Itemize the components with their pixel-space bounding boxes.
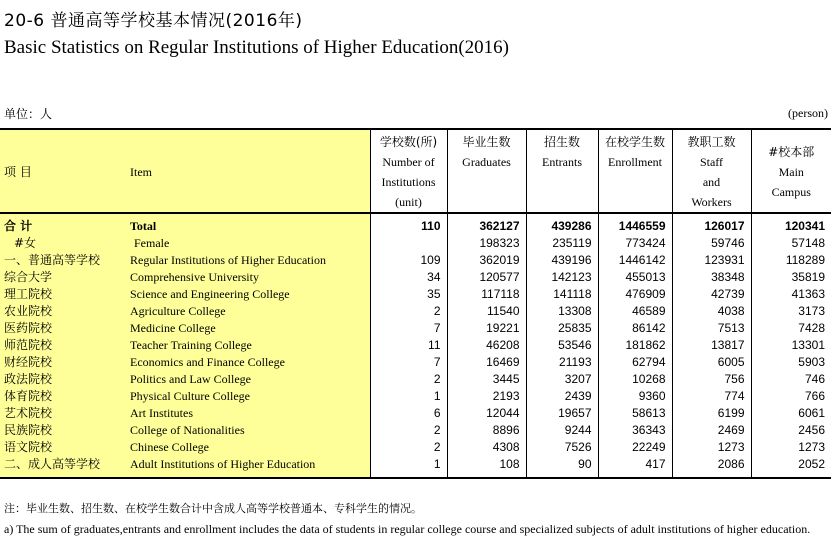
- cell-graduates: 108: [447, 456, 526, 478]
- cell-staff: 38348: [672, 269, 751, 286]
- cell-institutions: 2: [370, 371, 447, 388]
- header-graduates-en: Graduates: [462, 155, 511, 169]
- cell-graduates: 120577: [447, 269, 526, 286]
- row-label-cn: #女: [0, 235, 124, 252]
- row-label-cn: 二、成人高等学校: [0, 456, 124, 478]
- row-label-cn: 医药院校: [0, 320, 124, 337]
- table-row: [0, 320, 831, 337]
- cell-entrants: 9244: [526, 422, 598, 439]
- table-row: [0, 213, 831, 235]
- header-staff-cn: 教职工数: [687, 135, 736, 149]
- cell-enrollment: 46589: [598, 303, 672, 320]
- cell-enrollment: 417: [598, 456, 672, 478]
- row-label-en: Economics and Finance College: [124, 354, 370, 371]
- header-graduates: [447, 129, 526, 213]
- cell-institutions: 7: [370, 354, 447, 371]
- cell-enrollment: 10268: [598, 371, 672, 388]
- cell-entrants: 90: [526, 456, 598, 478]
- cell-staff: 6005: [672, 354, 751, 371]
- row-label-cn: 财经院校: [0, 354, 124, 371]
- row-label-cn: 语文院校: [0, 439, 124, 456]
- cell-graduates: 117118: [447, 286, 526, 303]
- row-label-en: Regular Institutions of Higher Education: [124, 252, 370, 269]
- cell-enrollment: 58613: [598, 405, 672, 422]
- header-entrants-cn: 招生数: [543, 135, 580, 149]
- cell-institutions: 1: [370, 456, 447, 478]
- header-institutions-en3: (unit): [395, 195, 422, 209]
- cell-staff: 13817: [672, 337, 751, 354]
- cell-entrants: 3207: [526, 371, 598, 388]
- cell-graduates: 46208: [447, 337, 526, 354]
- row-label-cn: 艺术院校: [0, 405, 124, 422]
- cell-campus: 5903: [751, 354, 831, 371]
- header-enrollment-cn: 在校学生数: [604, 135, 665, 149]
- row-label-en: Politics and Law College: [124, 371, 370, 388]
- row-label-cn: 一、普通高等学校: [0, 252, 124, 269]
- cell-campus: 118289: [751, 252, 831, 269]
- row-label-cn: 政法院校: [0, 371, 124, 388]
- cell-campus: 7428: [751, 320, 831, 337]
- table-row: [0, 388, 831, 405]
- row-label-cn: 理工院校: [0, 286, 124, 303]
- row-label-cn: 合 计: [0, 213, 124, 235]
- cell-institutions: 2: [370, 422, 447, 439]
- footnote-en: a) The sum of graduates,entrants and enrollment includes the data of students in regular college course and specialized subjects of adult institutions of higher education.: [4, 522, 811, 536]
- header-staff-en3: Workers: [691, 195, 732, 209]
- cell-enrollment: 773424: [598, 235, 672, 252]
- header-staff-en2: and: [702, 175, 721, 189]
- header-staff: [672, 129, 751, 213]
- table-row: [0, 337, 831, 354]
- row-label-en: Agriculture College: [124, 303, 370, 320]
- page-title-cn: 20-6 普通高等学校基本情况(2016年): [4, 11, 303, 31]
- cell-campus: 6061: [751, 405, 831, 422]
- cell-staff: 4038: [672, 303, 751, 320]
- row-label-en: Total: [124, 213, 370, 235]
- cell-staff: 1273: [672, 439, 751, 456]
- cell-entrants: 7526: [526, 439, 598, 456]
- header-graduates-cn: 毕业生数: [462, 135, 511, 149]
- row-label-en: Comprehensive University: [124, 269, 370, 286]
- cell-entrants: 235119: [526, 235, 598, 252]
- header-institutions-en2: Institutions: [381, 175, 436, 189]
- header-institutions-en1: Number of: [382, 155, 435, 169]
- header-main-campus-spacer: [754, 132, 830, 142]
- cell-staff: 756: [672, 371, 751, 388]
- header-institutions: [370, 129, 447, 213]
- cell-institutions: 7: [370, 320, 447, 337]
- header-main-campus: [751, 129, 831, 213]
- cell-staff: 2469: [672, 422, 751, 439]
- cell-enrollment: 36343: [598, 422, 672, 439]
- cell-staff: 59746: [672, 235, 751, 252]
- cell-enrollment: 476909: [598, 286, 672, 303]
- cell-institutions: 2: [370, 439, 447, 456]
- row-label-cn: 综合大学: [0, 269, 124, 286]
- cell-campus: 2052: [751, 456, 831, 478]
- row-label-en: Medicine College: [124, 320, 370, 337]
- header-main-campus-cn: #校本部: [768, 145, 815, 159]
- unit-label-en: (person): [788, 106, 828, 120]
- cell-entrants: 53546: [526, 337, 598, 354]
- cell-graduates: 3445: [447, 371, 526, 388]
- table-row: [0, 303, 831, 320]
- cell-entrants: 142123: [526, 269, 598, 286]
- header-entrants: [526, 129, 598, 213]
- table-row: [0, 286, 831, 303]
- cell-enrollment: 1446559: [598, 213, 672, 235]
- row-label-en: Chinese College: [124, 439, 370, 456]
- cell-entrants: 141118: [526, 286, 598, 303]
- cell-staff: 42739: [672, 286, 751, 303]
- cell-entrants: 21193: [526, 354, 598, 371]
- cell-campus: 41363: [751, 286, 831, 303]
- row-label-en: Teacher Training College: [124, 337, 370, 354]
- cell-institutions: 2: [370, 303, 447, 320]
- cell-staff: 126017: [672, 213, 751, 235]
- row-label-en: Art Institutes: [124, 405, 370, 422]
- page-title-en: Basic Statistics on Regular Institutions of Higher Education(2016): [4, 37, 510, 58]
- cell-campus: 120341: [751, 213, 831, 235]
- cell-institutions: 110: [370, 213, 447, 235]
- cell-institutions: 109: [370, 252, 447, 269]
- table-row: [0, 456, 831, 478]
- cell-enrollment: 86142: [598, 320, 672, 337]
- table-row: [0, 439, 831, 456]
- row-label-en: College of Nationalities: [124, 422, 370, 439]
- cell-graduates: 12044: [447, 405, 526, 422]
- cell-institutions: 34: [370, 269, 447, 286]
- cell-campus: 13301: [751, 337, 831, 354]
- footnote-cn: 注：毕业生数、招生数、在校学生数合计中含成人高等学校普通本、专科学生的情况。: [4, 502, 422, 515]
- table-row: [0, 405, 831, 422]
- row-label-en: Female: [124, 235, 370, 252]
- header-main-campus-en2: Campus: [771, 185, 811, 199]
- cell-institutions: 6: [370, 405, 447, 422]
- cell-staff: 2086: [672, 456, 751, 478]
- cell-campus: 3173: [751, 303, 831, 320]
- cell-enrollment: 455013: [598, 269, 672, 286]
- cell-institutions: 11: [370, 337, 447, 354]
- cell-entrants: 25835: [526, 320, 598, 337]
- cell-campus: 746: [751, 371, 831, 388]
- cell-staff: 123931: [672, 252, 751, 269]
- table-row: [0, 371, 831, 388]
- cell-campus: 1273: [751, 439, 831, 456]
- header-staff-en1: Staff: [699, 155, 724, 169]
- cell-campus: 2456: [751, 422, 831, 439]
- cell-graduates: 362127: [447, 213, 526, 235]
- table-header-row: [0, 129, 831, 213]
- cell-graduates: 19221: [447, 320, 526, 337]
- cell-entrants: 439286: [526, 213, 598, 235]
- cell-campus: 35819: [751, 269, 831, 286]
- cell-graduates: 4308: [447, 439, 526, 456]
- cell-campus: 57148: [751, 235, 831, 252]
- row-label-cn: 师范院校: [0, 337, 124, 354]
- header-item-en: Item: [124, 129, 370, 213]
- unit-label-cn: 单位：人: [4, 107, 53, 121]
- cell-graduates: 8896: [447, 422, 526, 439]
- header-institutions-cn: 学校数(所): [379, 135, 438, 149]
- cell-institutions: 1: [370, 388, 447, 405]
- cell-staff: 774: [672, 388, 751, 405]
- table-row: [0, 422, 831, 439]
- table-row: [0, 354, 831, 371]
- cell-institutions: [370, 235, 447, 252]
- cell-graduates: 11540: [447, 303, 526, 320]
- cell-graduates: 198323: [447, 235, 526, 252]
- row-label-en: Physical Culture College: [124, 388, 370, 405]
- table-body: [0, 213, 831, 478]
- header-main-campus-en1: Main: [778, 165, 804, 179]
- table-row: [0, 269, 831, 286]
- row-label-cn: 农业院校: [0, 303, 124, 320]
- cell-entrants: 439196: [526, 252, 598, 269]
- cell-graduates: 16469: [447, 354, 526, 371]
- row-label-cn: 体育院校: [0, 388, 124, 405]
- cell-entrants: 19657: [526, 405, 598, 422]
- cell-staff: 6199: [672, 405, 751, 422]
- cell-enrollment: 62794: [598, 354, 672, 371]
- table-row: [0, 252, 831, 269]
- table-row: [0, 235, 831, 252]
- header-enrollment: [598, 129, 672, 213]
- header-entrants-en: Entrants: [542, 155, 582, 169]
- header-enrollment-en: Enrollment: [608, 155, 662, 169]
- cell-graduates: 362019: [447, 252, 526, 269]
- row-label-en: Adult Institutions of Higher Education: [124, 456, 370, 478]
- cell-institutions: 35: [370, 286, 447, 303]
- row-label-cn: 民族院校: [0, 422, 124, 439]
- cell-entrants: 13308: [526, 303, 598, 320]
- row-label-en: Science and Engineering College: [124, 286, 370, 303]
- cell-campus: 766: [751, 388, 831, 405]
- cell-enrollment: 22249: [598, 439, 672, 456]
- header-item-cn: 项 目: [0, 129, 124, 213]
- cell-staff: 7513: [672, 320, 751, 337]
- cell-enrollment: 1446142: [598, 252, 672, 269]
- cell-graduates: 2193: [447, 388, 526, 405]
- statistics-table: [0, 128, 831, 479]
- cell-enrollment: 9360: [598, 388, 672, 405]
- cell-enrollment: 181862: [598, 337, 672, 354]
- cell-entrants: 2439: [526, 388, 598, 405]
